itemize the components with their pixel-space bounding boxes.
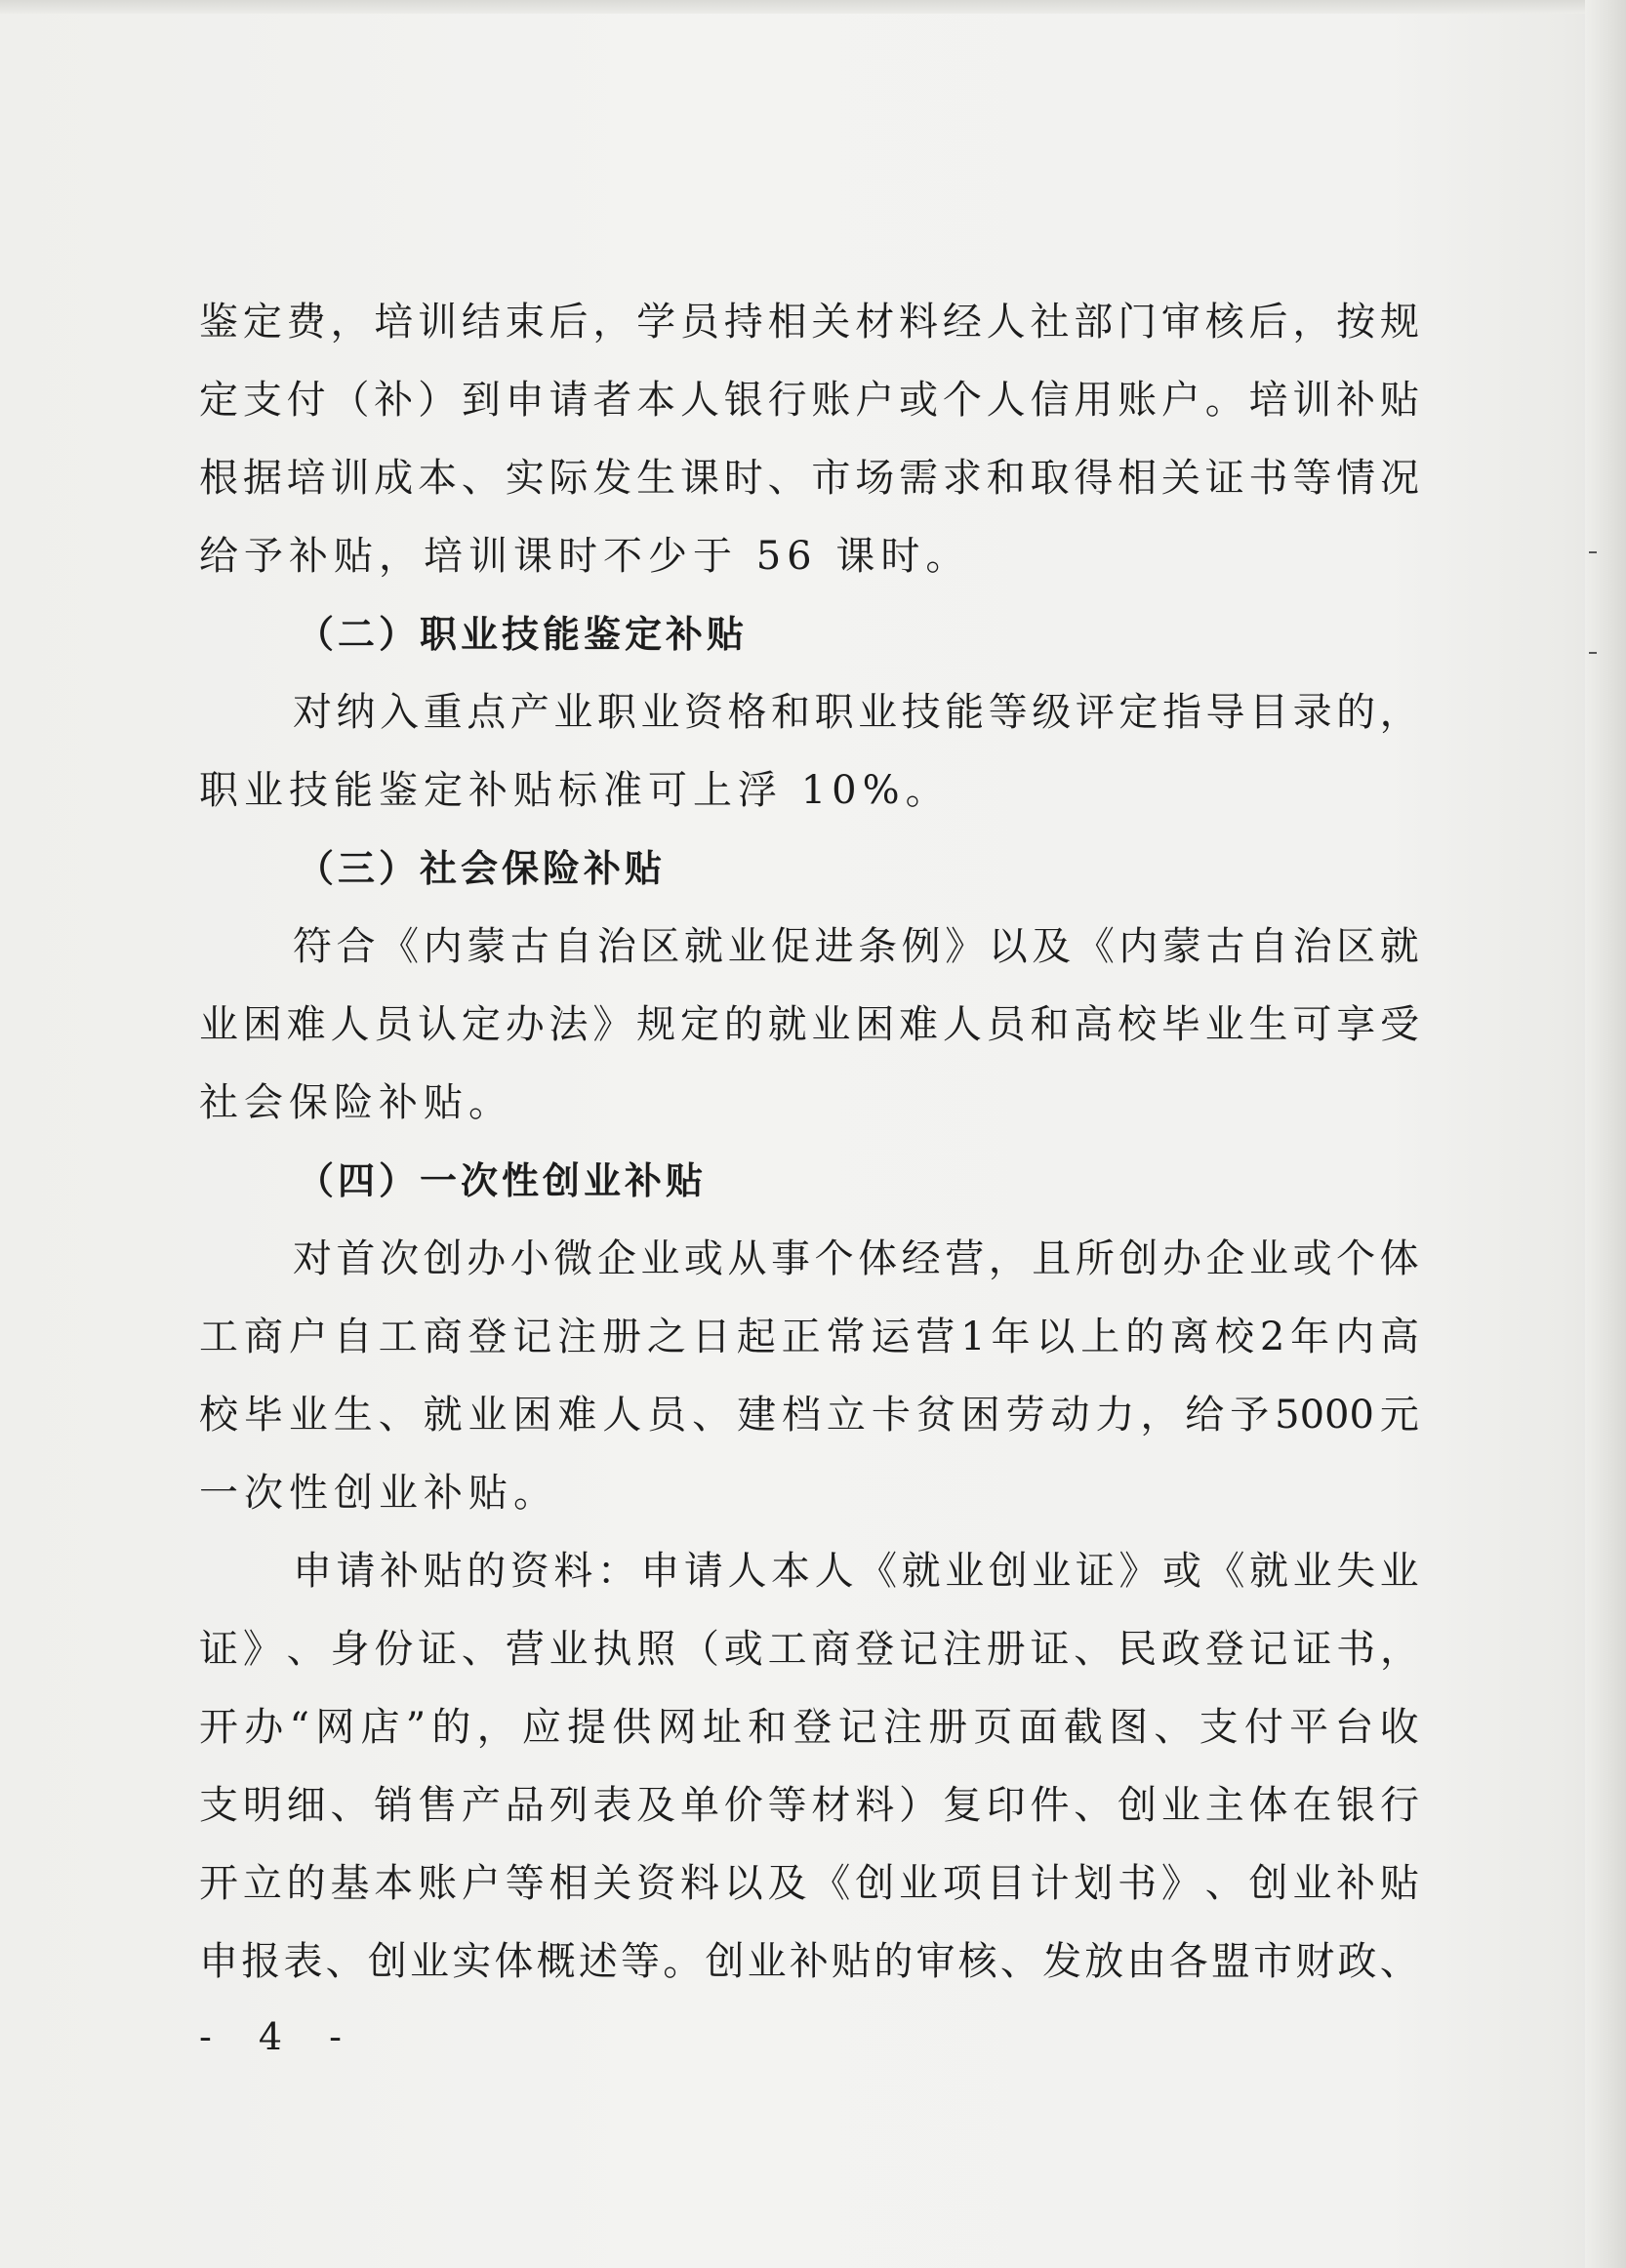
text-line: 给予补贴，培训课时不少于 56 课时。 — [199, 534, 971, 579]
text-line: 开 办 “ 网 店 ” 的 ， 应 提 供 网 址 和 登 记 注 册 页 面 截 图 、 支 付 平 台 收 — [199, 1705, 1419, 1750]
binding-mark — [1589, 551, 1597, 553]
scan-right-edge — [1585, 0, 1626, 2268]
text-line: 工 商 户 自 工 商 登 记 注 册 之 日 起 正 常 运 营 1 年 以 上 的 离 校 2 年 内 高 — [199, 1315, 1419, 1359]
document-body — [199, 283, 1419, 2001]
text-line: 证 》 、 身 份 证 、 营 业 执 照 （ 或 工 商 登 记 注 册 证 、 民 政 登 记 证 书 ， — [199, 1627, 1419, 1672]
text-line: 定 支 付 （ 补 ） 到 申 请 者 本 人 银 行 账 户 或 个 人 信 用 账 户 。 培 训 补 贴 — [199, 378, 1419, 423]
section-heading: （四）一次性创业补贴 — [297, 1159, 708, 1202]
text-line: 业 困 难 人 员 认 定 办 法 》 规 定 的 就 业 困 难 人 员 和 高 校 毕 业 生 可 享 受 — [199, 1002, 1419, 1047]
text-line: 职业技能鉴定补贴标准可上浮 10%。 — [199, 768, 951, 813]
binding-mark — [1589, 652, 1597, 654]
text-line: 社会保险补贴。 — [199, 1080, 513, 1125]
text-line: 鉴 定 费 ， 培 训 结 束 后 ， 学 员 持 相 关 材 料 经 人 社 部 门 审 核 后 ， 按 规 — [199, 300, 1419, 344]
text-line: 申 报 表 、 创 业 实 体 概 述 等 。 创 业 补 贴 的 审 核 、 发 放 由 各 盟 市 财 政 、 — [199, 1939, 1419, 1984]
text-line: 一次性创业补贴。 — [199, 1471, 558, 1516]
section-heading: （二）职业技能鉴定补贴 — [297, 613, 749, 656]
text-line: 符 合 《 内 蒙 古 自 治 区 就 业 促 进 条 例 》 以 及 《 内 蒙 古 自 治 区 就 — [293, 924, 1419, 969]
text-line: 根 据 培 训 成 本 、 实 际 发 生 课 时 、 市 场 需 求 和 取 得 相 关 证 书 等 情 况 — [199, 456, 1419, 501]
page-number: - 4 - — [199, 2015, 360, 2058]
text-line: 开 立 的 基 本 账 户 等 相 关 资 料 以 及 《 创 业 项 目 计 划 书 》 、 创 业 补 贴 — [199, 1861, 1419, 1906]
text-line: 支 明 细 、 销 售 产 品 列 表 及 单 价 等 材 料 ） 复 印 件 、 创 业 主 体 在 银 行 — [199, 1783, 1419, 1828]
section-heading: （三）社会保险补贴 — [297, 847, 667, 890]
text-line: 对 首 次 创 办 小 微 企 业 或 从 事 个 体 经 营 ， 且 所 创 办 企 业 或 个 体 — [293, 1236, 1419, 1281]
text-line: 校 毕 业 生 、 就 业 困 难 人 员 、 建 档 立 卡 贫 困 劳 动 力 ， 给 予 5000 元 — [199, 1393, 1419, 1438]
text-line: 申 请 补 贴 的 资 料 ： 申 请 人 本 人 《 就 业 创 业 证 》 或 《 就 业 失 业 — [293, 1549, 1419, 1594]
text-line: 对 纳 入 重 点 产 业 职 业 资 格 和 职 业 技 能 等 级 评 定 指 导 目 录 的 ， — [293, 690, 1419, 735]
scan-top-edge — [0, 0, 1626, 14]
